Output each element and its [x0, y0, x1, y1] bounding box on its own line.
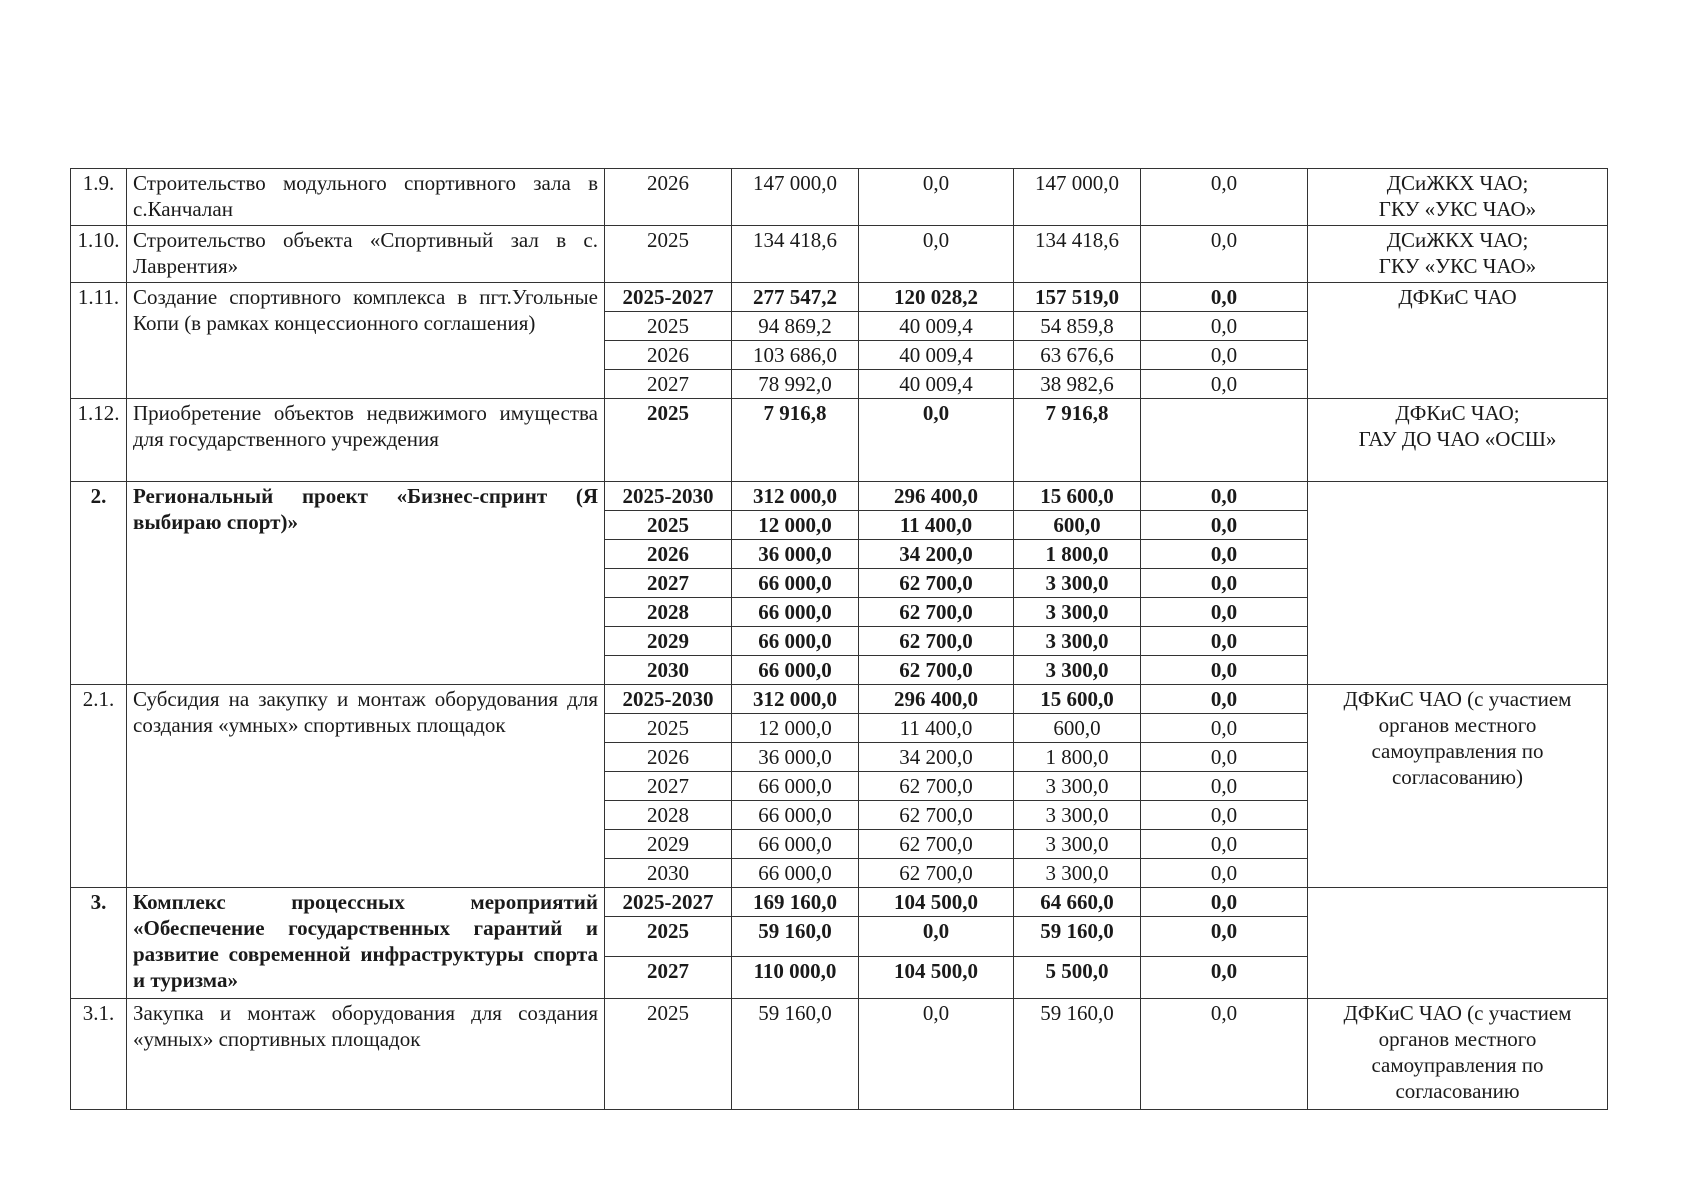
cell-year: 2026 [605, 540, 732, 569]
cell-mb: 0,0 [1141, 801, 1308, 830]
table-row [71, 169, 1608, 226]
cell-rb: 7 916,8 [1014, 399, 1141, 482]
cell-fb: 62 700,0 [859, 598, 1014, 627]
row-number: 1.11. [71, 283, 127, 399]
table-row [71, 999, 1608, 1110]
cell-fb: 0,0 [859, 169, 1014, 226]
table-row [71, 482, 1608, 511]
cell-rb: 3 300,0 [1014, 859, 1141, 888]
cell-year: 2029 [605, 627, 732, 656]
cell-mb: 0,0 [1141, 888, 1308, 917]
cell-year: 2025 [605, 226, 732, 283]
table-row [71, 399, 1608, 482]
cell-total: 110 000,0 [732, 957, 859, 999]
cell-year: 2027 [605, 370, 732, 399]
cell-rb: 147 000,0 [1014, 169, 1141, 226]
cell-fb: 40 009,4 [859, 341, 1014, 370]
cell-total: 147 000,0 [732, 169, 859, 226]
cell-total: 66 000,0 [732, 772, 859, 801]
cell-total: 66 000,0 [732, 627, 859, 656]
cell-rb: 5 500,0 [1014, 957, 1141, 999]
row-number: 3. [71, 888, 127, 999]
cell-mb: 0,0 [1141, 685, 1308, 714]
cell-year: 2025 [605, 714, 732, 743]
cell-mb [1141, 399, 1308, 482]
table-row [71, 888, 1608, 917]
cell-fb: 0,0 [859, 999, 1014, 1110]
cell-year: 2025 [605, 312, 732, 341]
cell-year: 2029 [605, 830, 732, 859]
table-row [71, 283, 1608, 312]
cell-mb: 0,0 [1141, 569, 1308, 598]
cell-rb: 3 300,0 [1014, 801, 1141, 830]
cell-total: 312 000,0 [732, 685, 859, 714]
cell-rb: 15 600,0 [1014, 482, 1141, 511]
cell-mb: 0,0 [1141, 283, 1308, 312]
cell-mb: 0,0 [1141, 714, 1308, 743]
cell-mb: 0,0 [1141, 830, 1308, 859]
cell-fb: 62 700,0 [859, 830, 1014, 859]
cell-year: 2026 [605, 341, 732, 370]
responsible-line: ДФКиС ЧАО (с участием органов местного самоуправления по согласованию) [1343, 687, 1572, 789]
cell-mb: 0,0 [1141, 656, 1308, 685]
row-number: 1.12. [71, 399, 127, 482]
cell-fb: 62 700,0 [859, 627, 1014, 656]
responsible-line: ГАУ ДО ЧАО «ОСШ» [1358, 427, 1557, 451]
activity-name: Региональный проект «Бизнес-спринт (Я выбираю спорт)» [127, 482, 605, 685]
cell-mb: 0,0 [1141, 743, 1308, 772]
row-number: 2.1. [71, 685, 127, 888]
cell-rb: 600,0 [1014, 714, 1141, 743]
cell-mb: 0,0 [1141, 598, 1308, 627]
cell-rb: 64 660,0 [1014, 888, 1141, 917]
cell-fb: 104 500,0 [859, 957, 1014, 999]
cell-mb: 0,0 [1141, 999, 1308, 1110]
responsible-line: ДСиЖКХ ЧАО; [1386, 171, 1529, 195]
cell-fb: 34 200,0 [859, 743, 1014, 772]
table-row [71, 685, 1608, 714]
responsible-executor [1308, 685, 1608, 888]
cell-mb: 0,0 [1141, 957, 1308, 999]
cell-total: 277 547,2 [732, 283, 859, 312]
cell-mb: 0,0 [1141, 540, 1308, 569]
cell-mb: 0,0 [1141, 226, 1308, 283]
cell-fb: 40 009,4 [859, 312, 1014, 341]
cell-fb: 40 009,4 [859, 370, 1014, 399]
cell-rb: 54 859,8 [1014, 312, 1141, 341]
activity-name: Приобретение объектов недвижимого имущества для государственного учреждения [127, 399, 605, 482]
cell-year: 2025-2027 [605, 283, 732, 312]
cell-rb: 3 300,0 [1014, 569, 1141, 598]
row-number: 2. [71, 482, 127, 685]
program-table-body [71, 169, 1608, 1110]
cell-mb: 0,0 [1141, 772, 1308, 801]
responsible-line: ДСиЖКХ ЧАО; [1386, 228, 1529, 252]
cell-year: 2025 [605, 999, 732, 1110]
cell-fb: 62 700,0 [859, 859, 1014, 888]
cell-year: 2028 [605, 801, 732, 830]
cell-mb: 0,0 [1141, 169, 1308, 226]
cell-total: 12 000,0 [732, 714, 859, 743]
cell-year: 2028 [605, 598, 732, 627]
cell-fb: 296 400,0 [859, 685, 1014, 714]
cell-total: 66 000,0 [732, 830, 859, 859]
activity-name: Строительство модульного спортивного зала в с.Канчалан [127, 169, 605, 226]
cell-total: 59 160,0 [732, 999, 859, 1110]
responsible-executor [1308, 169, 1608, 226]
cell-total: 36 000,0 [732, 540, 859, 569]
cell-mb: 0,0 [1141, 511, 1308, 540]
cell-total: 7 916,8 [732, 399, 859, 482]
cell-total: 78 992,0 [732, 370, 859, 399]
cell-year: 2026 [605, 743, 732, 772]
responsible-line: ДФКиС ЧАО (с участием органов местного самоуправления по согласованию [1343, 1001, 1572, 1103]
activity-name: Создание спортивного комплекса в пгт.Угольные Копи (в рамках концессионного соглашения) [127, 283, 605, 399]
responsible-executor [1308, 482, 1608, 685]
cell-total: 134 418,6 [732, 226, 859, 283]
cell-total: 66 000,0 [732, 598, 859, 627]
cell-total: 103 686,0 [732, 341, 859, 370]
cell-fb: 34 200,0 [859, 540, 1014, 569]
cell-total: 169 160,0 [732, 888, 859, 917]
responsible-executor [1308, 888, 1608, 999]
cell-fb: 120 028,2 [859, 283, 1014, 312]
cell-fb: 0,0 [859, 917, 1014, 957]
cell-total: 12 000,0 [732, 511, 859, 540]
cell-total: 94 869,2 [732, 312, 859, 341]
cell-total: 66 000,0 [732, 656, 859, 685]
cell-rb: 63 676,6 [1014, 341, 1141, 370]
responsible-line: ГКУ «УКС ЧАО» [1378, 254, 1537, 278]
cell-total: 59 160,0 [732, 917, 859, 957]
cell-year: 2025-2030 [605, 482, 732, 511]
responsible-executor [1308, 226, 1608, 283]
cell-rb: 600,0 [1014, 511, 1141, 540]
cell-rb: 3 300,0 [1014, 598, 1141, 627]
responsible-executor [1308, 999, 1608, 1110]
cell-fb: 62 700,0 [859, 569, 1014, 598]
cell-rb: 3 300,0 [1014, 627, 1141, 656]
cell-fb: 62 700,0 [859, 801, 1014, 830]
cell-year: 2025 [605, 917, 732, 957]
cell-year: 2025 [605, 511, 732, 540]
cell-rb: 1 800,0 [1014, 540, 1141, 569]
row-number: 1.9. [71, 169, 127, 226]
activity-name: Субсидия на закупку и монтаж оборудования для создания «умных» спортивных площадок [127, 685, 605, 888]
cell-rb: 134 418,6 [1014, 226, 1141, 283]
row-number: 3.1. [71, 999, 127, 1110]
cell-year: 2025 [605, 399, 732, 482]
cell-rb: 15 600,0 [1014, 685, 1141, 714]
cell-mb: 0,0 [1141, 627, 1308, 656]
program-table [70, 168, 1608, 1110]
cell-rb: 3 300,0 [1014, 656, 1141, 685]
cell-mb: 0,0 [1141, 917, 1308, 957]
responsible-line: ДФКиС ЧАО; [1395, 401, 1520, 425]
responsible-line: ГКУ «УКС ЧАО» [1378, 197, 1537, 221]
cell-year: 2027 [605, 772, 732, 801]
cell-rb: 3 300,0 [1014, 772, 1141, 801]
cell-mb: 0,0 [1141, 859, 1308, 888]
cell-year: 2027 [605, 569, 732, 598]
cell-fb: 296 400,0 [859, 482, 1014, 511]
cell-fb: 0,0 [859, 226, 1014, 283]
cell-year: 2026 [605, 169, 732, 226]
cell-rb: 3 300,0 [1014, 830, 1141, 859]
cell-rb: 59 160,0 [1014, 917, 1141, 957]
activity-name: Строительство объекта «Спортивный зал в с. Лаврентия» [127, 226, 605, 283]
cell-rb: 38 982,6 [1014, 370, 1141, 399]
cell-mb: 0,0 [1141, 341, 1308, 370]
cell-total: 66 000,0 [732, 859, 859, 888]
cell-total: 66 000,0 [732, 801, 859, 830]
cell-mb: 0,0 [1141, 312, 1308, 341]
responsible-executor [1308, 283, 1608, 399]
cell-total: 66 000,0 [732, 569, 859, 598]
cell-year: 2030 [605, 859, 732, 888]
cell-year: 2030 [605, 656, 732, 685]
responsible-executor [1308, 399, 1608, 482]
cell-mb: 0,0 [1141, 370, 1308, 399]
cell-rb: 59 160,0 [1014, 999, 1141, 1110]
cell-fb: 62 700,0 [859, 656, 1014, 685]
cell-total: 312 000,0 [732, 482, 859, 511]
cell-fb: 104 500,0 [859, 888, 1014, 917]
cell-fb: 11 400,0 [859, 511, 1014, 540]
cell-rb: 157 519,0 [1014, 283, 1141, 312]
cell-year: 2025-2030 [605, 685, 732, 714]
cell-year: 2025-2027 [605, 888, 732, 917]
cell-fb: 0,0 [859, 399, 1014, 482]
row-number: 1.10. [71, 226, 127, 283]
cell-total: 36 000,0 [732, 743, 859, 772]
table-row [71, 226, 1608, 283]
activity-name: Закупка и монтаж оборудования для создания «умных» спортивных площадок [127, 999, 605, 1110]
responsible-line: ДФКиС ЧАО [1398, 285, 1517, 309]
cell-year: 2027 [605, 957, 732, 999]
activity-name: Комплекс процессных мероприятий «Обеспечение государственных гарантий и развитие современной инфраструктуры спорта и туризма» [127, 888, 605, 999]
cell-fb: 11 400,0 [859, 714, 1014, 743]
cell-mb: 0,0 [1141, 482, 1308, 511]
cell-fb: 62 700,0 [859, 772, 1014, 801]
cell-rb: 1 800,0 [1014, 743, 1141, 772]
